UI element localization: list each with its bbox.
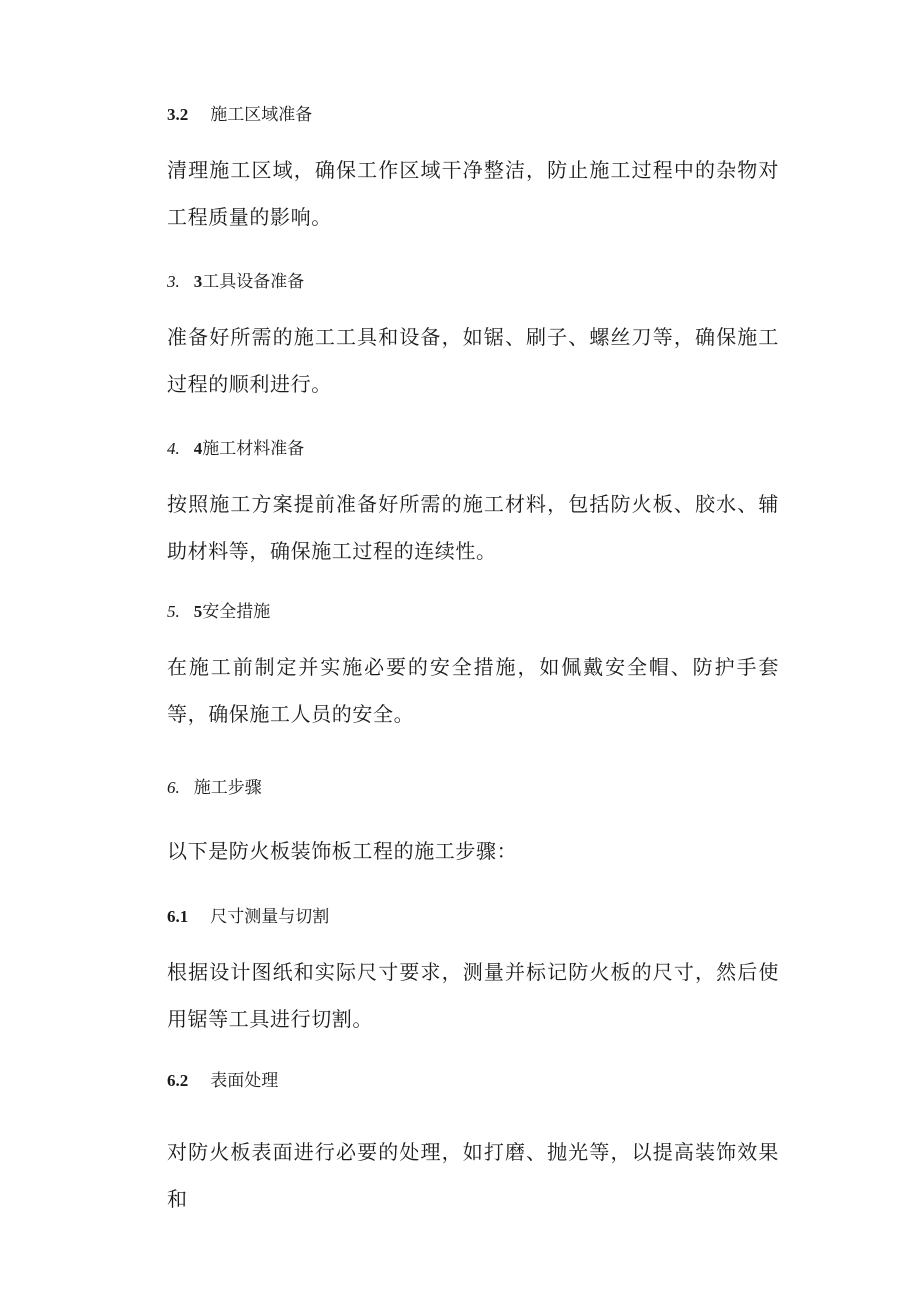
section-heading-4-4 [167, 438, 304, 460]
section-number: 6.1 [167, 907, 189, 926]
section-number-prefix: 4. [167, 439, 180, 458]
section-title: 表面处理 [210, 1071, 279, 1091]
section-heading-5-5 [167, 601, 270, 623]
section-number: 3.2 [167, 105, 189, 124]
paragraph: 清理施工区域，确保工作区域干净整洁，防止施工过程中的杂物对工程质量的影响。 [167, 158, 779, 229]
section-number: 6.2 [167, 1071, 189, 1090]
section-number: 6. [167, 778, 180, 797]
section-heading-6 [167, 777, 262, 799]
paragraph: 在施工前制定并实施必要的安全措施，如佩戴安全帽、防护手套等，确保施工人员的安全。 [167, 655, 779, 726]
paragraph: 按照施工方案提前准备好所需的施工材料，包括防火板、胶水、辅助材料等，确保施工过程的连续性。 [167, 492, 779, 563]
paragraph: 对防火板表面进行必要的处理，如打磨、抛光等，以提高装饰效果和 [167, 1140, 779, 1211]
section-title: 施工步骤 [193, 778, 262, 798]
section-heading-3-3 [167, 271, 304, 293]
section-title: 安全措施 [202, 602, 271, 622]
section-title: 施工材料准备 [202, 439, 305, 459]
paragraph: 根据设计图纸和实际尺寸要求，测量并标记防火板的尺寸，然后使用锯等工具进行切割。 [167, 960, 779, 1031]
section-heading-3-2 [167, 104, 312, 126]
section-heading-6-2 [167, 1070, 278, 1092]
section-title: 施工区域准备 [210, 105, 313, 125]
paragraph: 以下是防火板装饰板工程的施工步骤： [167, 839, 518, 863]
section-title: 工具设备准备 [202, 272, 305, 292]
section-number-suffix: 5 [193, 602, 203, 621]
section-heading-6-1 [167, 906, 329, 928]
section-number-prefix: 5. [167, 602, 180, 621]
section-number-suffix: 4 [193, 439, 203, 458]
section-number-suffix: 3 [193, 272, 203, 291]
section-number-prefix: 3. [167, 272, 180, 291]
paragraph: 准备好所需的施工工具和设备，如锯、刷子、螺丝刀等，确保施工过程的顺利进行。 [167, 325, 779, 396]
section-title: 尺寸测量与切割 [210, 907, 330, 927]
